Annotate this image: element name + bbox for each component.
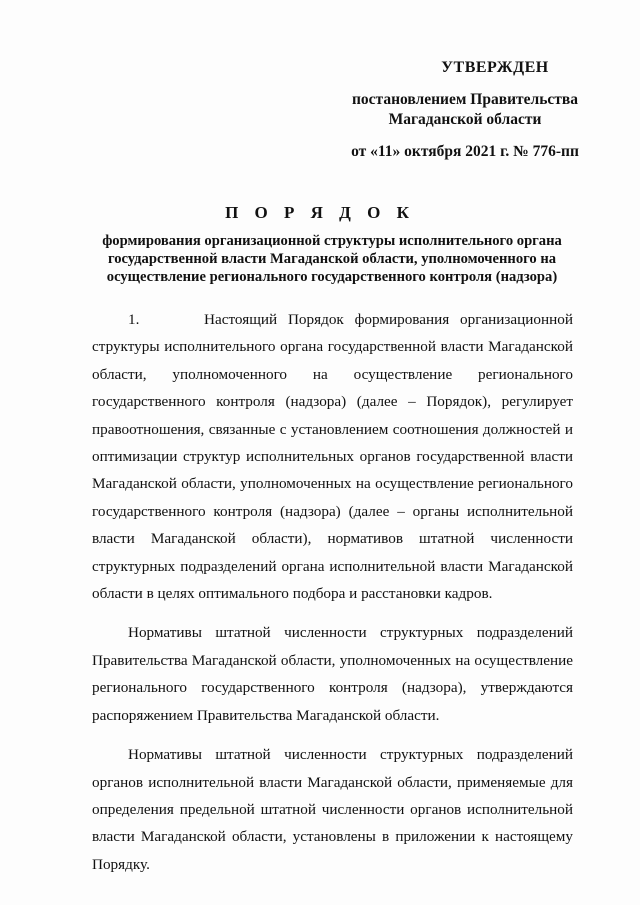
approval-title: УТВЕРЖДЕН [441, 59, 549, 76]
paragraph-2: Нормативы штатной численности структурных подразделений Правительства Магаданской области, уполномоченных на осуществление регионального государственного контроля (надзора), утверждаются распоряжением Правительства Магаданской области. [92, 624, 573, 724]
approval-date-line: от «11» октября 2021 г. № 776-пп [351, 143, 579, 160]
document-title: П О Р Я Д О К [225, 203, 415, 222]
approval-block [330, 58, 600, 162]
document-subtitle: формирования организационной структуры исполнительного органа государственной власти Магаданской области, уполномоченного на осуществление регионального государственного контроля (надзора) [102, 233, 562, 285]
paragraph-3: Нормативы штатной численности структурных подразделений органов исполнительной власти Магаданской области, применяемые для определения предельной штатной численности органов исполнительной власти Магаданской области, установлены в приложении к настоящему Порядку. [92, 746, 573, 873]
document-body [92, 306, 573, 890]
paragraph-1: 1. Настоящий Порядок формирования организационной структуры исполнительного органа государственной власти Магаданской области, уполномоченного на осуществление регионального государственного контроля (надзора) (далее – Порядок), регулирует правоотношения, связанные с установлением соотношения должностей и оптимизации структур исполнительных органов государственной власти Магаданской области, уполномоченных на осуществление регионального государственного контроля (надзора) (далее – органы исполнительной власти Магаданской области), нормативов штатной численности структурных подразделений органа исполнительной власти Магаданской области в целях оптимального подбора и расстановки кадров. [92, 311, 573, 603]
approval-region-line: Магаданской области [388, 111, 542, 128]
approval-decree-line: постановлением Правительства [351, 91, 579, 108]
